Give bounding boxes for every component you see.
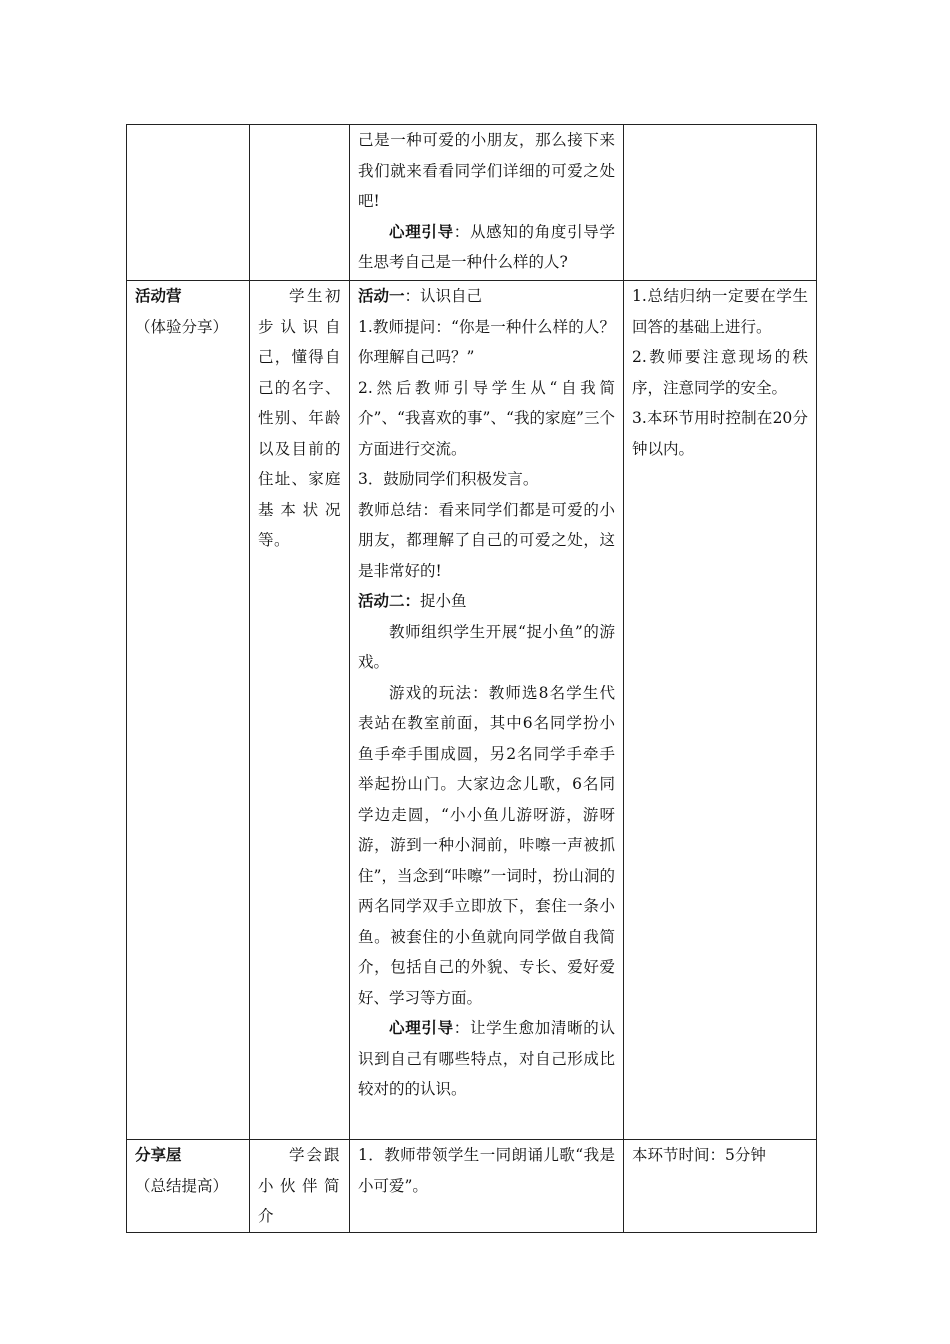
table-row [127, 281, 817, 1140]
note-item: 1.总结归纳一定要在学生回答的基础上进行。 [632, 287, 808, 336]
psych-guide-label: 心理引导 [389, 221, 454, 241]
psych-guide-text: ：从感知的角度引导学生思考自己是一种什么样的人? [358, 222, 615, 271]
stage-title: 活动营 [135, 286, 182, 305]
psych-guide-label: 心理引导 [389, 1018, 454, 1037]
psych-guide-paragraph [358, 1013, 615, 1105]
stage-title: 分享屋 [135, 1145, 182, 1164]
process-paragraph: 1．教师带领学生一同朗诵儿歌“我是小可爱”。 [358, 1146, 615, 1195]
process-paragraph: 1.教师提问：“你是一种什么样的人？你理解自己吗？” [358, 317, 615, 366]
process-cell [350, 281, 624, 1140]
notes-cell [624, 281, 817, 1140]
lesson-plan-table [126, 124, 817, 1233]
process-paragraph: 游戏的玩法：教师选8名学生代表站在教室前面，其中6名同学扮小鱼手牵手围成圆，另2名同学手牵手举起扮山门。大家边念儿歌，6名同学边走圆，“小小鱼儿游呀游，游呀游，游到一种小洞前，咔嚓一声被抓住”，当念到“咔嚓”一词时，扮山洞的两名同学双手立即放下，套住一条小鱼。被套住的小鱼就向同学做自我简介，包括自己的外貌、专长、爱好爱好、学习等方面。 [358, 683, 615, 1007]
stage-cell [127, 1140, 250, 1233]
stage-cell [127, 125, 250, 281]
stage-subtitle: （体验分享） [135, 317, 229, 336]
stage-cell [127, 281, 250, 1140]
goal-text: 学会跟小伙伴简介 [258, 1146, 341, 1225]
note-item: 3.本环节用时控制在20分钟以内。 [632, 409, 808, 458]
psych-guide-text: ：让学生愈加清晰的认识到自己有哪些特点，对自己形成比较对的的认识。 [358, 1019, 615, 1098]
note-item: 2.教师要注意现场的秩序，注意同学的安全。 [632, 348, 808, 397]
activity-2-heading [358, 586, 615, 617]
process-paragraph: 教师总结：看来同学们都是可爱的小朋友，都理解了自己的可爱之处，这是非常好的! [358, 500, 615, 580]
notes-cell [624, 1140, 817, 1233]
activity-1-heading [358, 281, 615, 312]
activity-1-title: ：认识自己 [404, 287, 483, 305]
process-paragraph: 己是一种可爱的小朋友，那么接下来我们就来看看同学们详细的可爱之处吧! [358, 131, 615, 210]
goal-cell [250, 125, 350, 281]
process-cell [350, 1140, 624, 1233]
activity-2-label: 活动二： [358, 591, 421, 610]
stage-subtitle: （总结提高） [135, 1176, 229, 1195]
goal-cell [250, 281, 350, 1140]
psych-guide-paragraph [358, 217, 615, 278]
table-row [127, 1140, 817, 1233]
process-paragraph: 2.然后教师引导学生从“自我简介”、“我喜欢的事”、“我的家庭”三个方面进行交流。 [358, 378, 615, 458]
goal-cell [250, 1140, 350, 1233]
process-cell [350, 125, 624, 281]
notes-cell [624, 125, 817, 281]
activity-1-label: 活动一 [358, 286, 405, 305]
process-paragraph: 3．鼓励同学们积极发言。 [358, 470, 539, 488]
process-paragraph: 教师组织学生开展“捉小鱼”的游戏。 [358, 622, 615, 671]
goal-text: 学生初步认识自己，懂得自己的名字、性别、年龄以及目前的住址、家庭基本状况等。 [258, 287, 341, 549]
activity-2-title: 捉小鱼 [420, 592, 467, 610]
note-item: 本环节时间：5分钟 [632, 1146, 766, 1164]
table-row [127, 125, 817, 281]
